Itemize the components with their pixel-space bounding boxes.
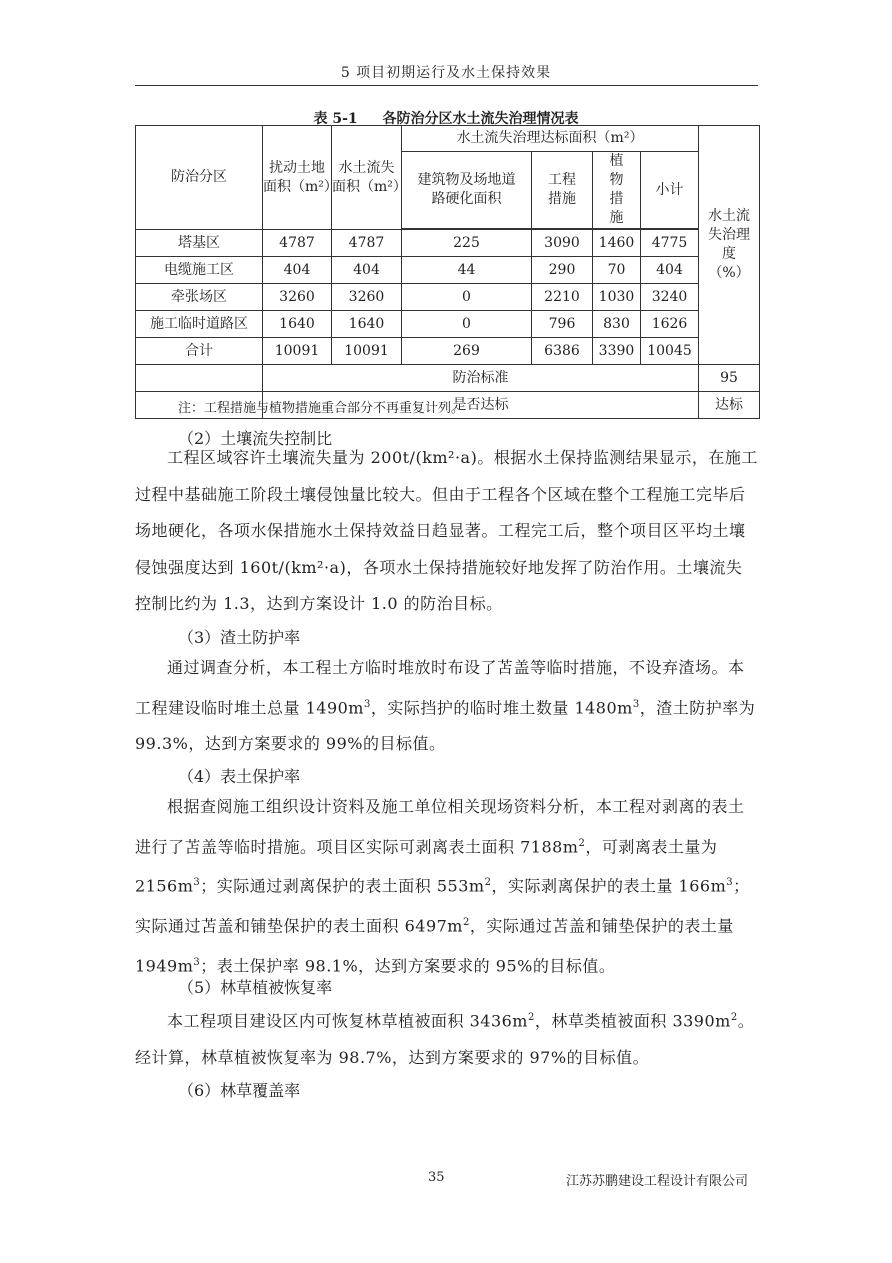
cell-loss: 1640 <box>332 311 402 338</box>
cell-vegetation: 830 <box>593 311 641 338</box>
table-row-standard <box>136 365 760 392</box>
cell-building: 0 <box>402 311 532 338</box>
cell-subtotal: 3240 <box>641 284 699 311</box>
table-title: 各防治分区水土流失治理情况表 <box>382 111 579 127</box>
section-5-text: 本工程项目建设区内可恢复林草植被面积 $3436m^2$，林草类植被面积 $3390m^2$。经计算，林草植被恢复率为 98.7%，达到方案要求的 97%的目标值。 <box>135 1011 755 1067</box>
reached-value: 达标 <box>699 392 760 419</box>
table-row <box>136 311 760 338</box>
header-treated-area: 水土流失治理达标面积（m²） <box>402 126 699 152</box>
cell-building: 44 <box>402 257 532 284</box>
section-2-text: 工程区域容许土壤流失量为 200t/(km²·a)。根据水土保持监测结果显示，在施工过程中基础施工阶段土壤侵蚀量比较大。但由于工程各个区域在整个工程施工完毕后场地硬化，各项水保措施水土保持效益日趋显著。工程完工后，整个项目区平均土壤侵蚀强度达到 160t/(km²·a)，各项水土保持措施较好地发挥了防治作用。土壤流失控制比约为 1.3，达到方案设计 1.0 的防治目标。 <box>135 448 758 613</box>
cell-disturb: 3260 <box>263 284 332 311</box>
header-rule <box>135 85 758 86</box>
section-3-title: （3）渣土防护率 <box>178 628 301 647</box>
header-treatment-rate: 水土流失治理度（%） <box>699 126 760 365</box>
table-row <box>136 284 760 311</box>
cell-zone: 合计 <box>136 338 263 365</box>
cell-loss: 3260 <box>332 284 402 311</box>
header-subtotal: 小计 <box>641 152 699 229</box>
standard-value: 95 <box>699 365 760 392</box>
cell-vegetation: 1030 <box>593 284 641 311</box>
table-row <box>136 230 760 257</box>
page-number: 35 <box>428 1170 445 1185</box>
section-5-title: （5）林草植被恢复率 <box>178 978 333 997</box>
cell-subtotal: 10045 <box>641 338 699 365</box>
standard-label: 防治标准 <box>263 365 699 392</box>
cell-engineering: 2210 <box>532 284 593 311</box>
header-vegetation: 植物措施 <box>593 152 641 229</box>
cell-subtotal: 1626 <box>641 311 699 338</box>
table-number: 表 5-1 <box>313 111 358 127</box>
cell-loss: 404 <box>332 257 402 284</box>
cell-engineering: 6386 <box>532 338 593 365</box>
cell-vegetation: 3390 <box>593 338 641 365</box>
cell-building: 269 <box>402 338 532 365</box>
cell-engineering: 796 <box>532 311 593 338</box>
cell-engineering: 290 <box>532 257 593 284</box>
running-header: 5 项目初期运行及水土保持效果 <box>340 65 552 81</box>
cell-zone: 牵张场区 <box>136 284 263 311</box>
section-6-title: （6）林草覆盖率 <box>178 1081 301 1100</box>
company-name: 江苏苏鹏建设工程设计有限公司 <box>566 1174 749 1189</box>
cell-zone: 塔基区 <box>136 230 263 257</box>
cell-engineering: 3090 <box>532 230 593 257</box>
cell-zone: 施工临时道路区 <box>136 311 263 338</box>
cell-zone: 电缆施工区 <box>136 257 263 284</box>
section-2-title: （2）土壤流失控制比 <box>178 429 333 448</box>
cell-vegetation: 70 <box>593 257 641 284</box>
table-note: 注：工程措施与植物措施重合部分不再重复计列。 <box>178 401 465 416</box>
treatment-table <box>135 125 760 419</box>
header-zone: 防治分区 <box>136 126 263 230</box>
cell-subtotal: 404 <box>641 257 699 284</box>
header-building: 建筑物及场地道路硬化面积 <box>402 152 532 229</box>
cell-building: 225 <box>402 230 532 257</box>
section-4-title: （4）表土保护率 <box>178 767 301 786</box>
header-engineering: 工程措施 <box>532 152 593 229</box>
cell-building: 0 <box>402 284 532 311</box>
cell-disturb: 4787 <box>263 230 332 257</box>
cell-disturb: 1640 <box>263 311 332 338</box>
header-disturb-area: 扰动土地面积（m²） <box>263 126 332 230</box>
section-4-text: 根据查阅施工组织设计资料及施工单位相关现场资料分析，本工程对剥离的表土进行了苫盖等临时措施。项目区实际可剥离表土面积 $7188m^2$，可剥离表土量为 $2156m^3$；实际通过剥离保护的表土面积 $553m^2$，实际剥离保护的表土量 $166m^3$；实际通过苫盖和铺垫保护的表土面积 $6497m^2$，实际通过苫盖和铺垫保护的表土量 $1949m^3$；表土保护率 98.1%，达到方案要求的 95%的目标值。 <box>135 797 750 976</box>
table-row <box>136 257 760 284</box>
cell-disturb: 10091 <box>263 338 332 365</box>
cell-subtotal: 4775 <box>641 230 699 257</box>
cell-loss: 10091 <box>332 338 402 365</box>
cell-loss: 4787 <box>332 230 402 257</box>
cell-disturb: 404 <box>263 257 332 284</box>
cell-vegetation: 1460 <box>593 230 641 257</box>
table-row-total <box>136 338 760 365</box>
section-3-text: 通过调查分析，本工程土方临时堆放时布设了苫盖等临时措施，不设弃渣场。本工程建设临时堆土总量 $1490m^3$，实际挡护的临时堆土数量 $1480m^3$，渣土防护率为 99.3%，达到方案要求的 99%的目标值。 <box>135 658 756 754</box>
reached-label: 是否达标 <box>263 392 699 419</box>
header-loss-area: 水土流失面积（m²） <box>332 126 402 230</box>
